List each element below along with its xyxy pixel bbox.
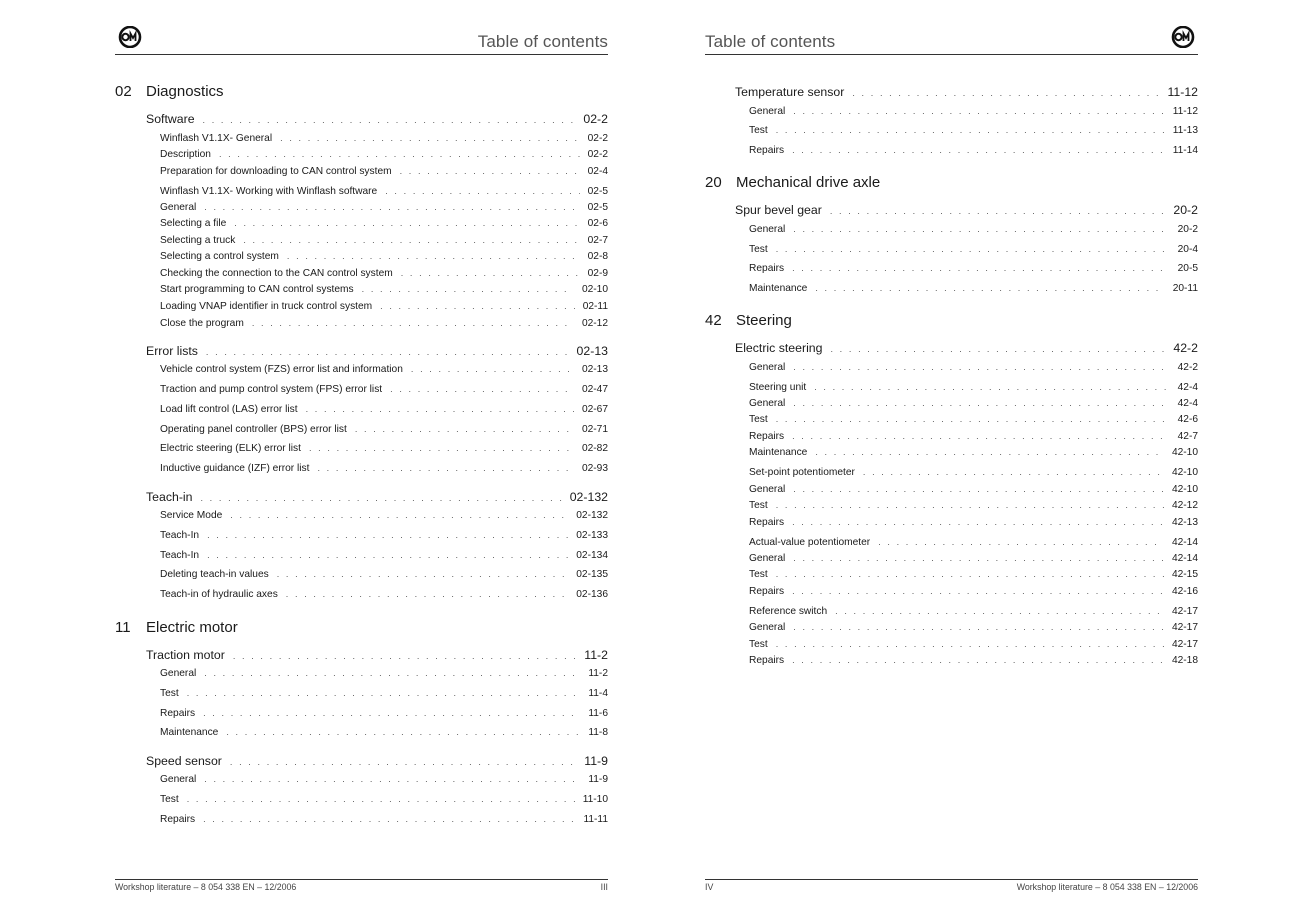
right-page (705, 0, 1198, 921)
toc-label: Deleting teach-in values (160, 569, 269, 580)
om-logo-icon (115, 26, 145, 48)
dot-leader (230, 757, 576, 767)
dot-leader (306, 404, 574, 414)
toc-entry[interactable] (160, 589, 608, 600)
dot-leader (309, 443, 574, 453)
dot-leader (234, 218, 579, 228)
toc-page: 02-4 (587, 166, 608, 177)
dot-leader (793, 106, 1164, 116)
toc-page: 42-14 (1171, 553, 1198, 564)
chapter-title: Steering (736, 312, 792, 329)
dot-leader (355, 424, 574, 434)
om-logo-icon (1168, 26, 1198, 48)
toc-label: Teach-In (160, 550, 200, 561)
toc-label: Teach-in (146, 490, 193, 504)
toc-page: 11-9 (584, 754, 608, 768)
dot-leader (776, 125, 1165, 135)
toc-page: 02-134 (576, 550, 608, 561)
toc-label: Close the program (160, 318, 244, 329)
toc-label: Winflash V1.1X- General (160, 133, 273, 144)
toc-entry[interactable] (160, 424, 608, 435)
chapter-heading[interactable] (705, 312, 792, 329)
dot-leader (280, 133, 579, 143)
toc-entry[interactable] (749, 125, 1198, 136)
toc-entry[interactable] (160, 510, 608, 521)
toc-label: General (749, 106, 786, 117)
toc-label: Electric steering (ELK) error list (160, 443, 301, 454)
toc-label: Maintenance (749, 283, 808, 294)
toc-page: 42-10 (1171, 484, 1198, 495)
page-footer (115, 879, 608, 892)
toc-page: 02-133 (576, 530, 608, 541)
dot-leader (200, 493, 561, 503)
dot-leader (287, 251, 580, 261)
toc-label: Repairs (749, 655, 785, 666)
toc-entry[interactable] (749, 145, 1198, 156)
toc-page: 11-4 (588, 688, 608, 699)
chapter-heading[interactable] (115, 83, 224, 100)
toc-page: 02-82 (581, 443, 608, 454)
dot-leader (814, 382, 1169, 392)
toc-label: Set-point potentiometer (749, 467, 855, 478)
toc-entry[interactable] (160, 404, 608, 415)
toc-page: 02-7 (587, 235, 608, 246)
toc-entry[interactable] (160, 251, 608, 262)
toc-entry[interactable] (160, 569, 608, 580)
toc-section[interactable] (735, 85, 1198, 99)
dot-leader (792, 263, 1170, 273)
toc-label: General (749, 224, 786, 235)
dot-leader (286, 589, 568, 599)
toc-entry[interactable] (749, 244, 1198, 255)
toc-label: Spur bevel gear (735, 203, 822, 217)
toc-label: Reference switch (749, 606, 828, 617)
toc-label: Maintenance (160, 727, 219, 738)
toc-label: Test (749, 569, 768, 580)
toc-label: Actual-value potentiometer (749, 537, 871, 548)
toc-page: 20-2 (1177, 224, 1198, 235)
toc-label: General (749, 622, 786, 633)
toc-page: 02-132 (569, 490, 608, 504)
toc-page: 20-2 (1173, 203, 1198, 217)
toc-section[interactable] (146, 490, 608, 504)
toc-page: 11-13 (1172, 125, 1198, 136)
toc-entry[interactable] (749, 517, 1198, 528)
toc-entry[interactable] (749, 414, 1198, 425)
toc-entry[interactable] (160, 364, 608, 375)
toc-entry[interactable] (160, 268, 608, 279)
dot-leader (776, 569, 1164, 579)
dot-leader (793, 398, 1169, 408)
dot-leader (204, 202, 579, 212)
toc-entry[interactable] (749, 655, 1198, 666)
toc-entry[interactable] (160, 384, 608, 395)
toc-page: 02-13 (576, 344, 608, 358)
toc-entry[interactable] (749, 537, 1198, 548)
toc-label: Repairs (749, 263, 785, 274)
toc-label: Inductive guidance (IZF) error list (160, 463, 310, 474)
toc-label: Winflash V1.1X- Working with Winflash software (160, 186, 378, 197)
chapter-heading[interactable] (705, 174, 880, 191)
dot-leader (852, 88, 1159, 98)
toc-entry[interactable] (160, 463, 608, 474)
toc-label: Repairs (749, 431, 785, 442)
toc-label: Loading VNAP identifier in truck control system (160, 301, 373, 312)
dot-leader (380, 301, 575, 311)
dot-leader (204, 774, 580, 784)
dot-leader (815, 447, 1164, 457)
toc-page: 11-10 (582, 794, 608, 805)
toc-page: 42-12 (1171, 500, 1198, 511)
dot-leader (792, 655, 1164, 665)
toc-page: 42-17 (1171, 639, 1198, 650)
left-page (115, 0, 608, 921)
dot-leader (835, 606, 1164, 616)
dot-leader (233, 651, 576, 661)
toc-entry[interactable] (749, 106, 1198, 117)
toc-entry[interactable] (160, 166, 608, 177)
toc-label: Repairs (749, 517, 785, 528)
page-footer (705, 879, 1198, 892)
toc-entry[interactable] (749, 447, 1198, 458)
dot-leader (362, 284, 574, 294)
toc-page: 02-136 (576, 589, 608, 600)
toc-page: 20-11 (1172, 283, 1198, 294)
toc-page: 42-10 (1171, 447, 1198, 458)
toc-page: 02-5 (587, 202, 608, 213)
toc-page: 42-2 (1177, 362, 1198, 373)
dot-leader (317, 463, 573, 473)
toc-page: 02-8 (587, 251, 608, 262)
toc-page: 02-2 (587, 133, 608, 144)
toc-label: Selecting a truck (160, 235, 236, 246)
toc-entry[interactable] (749, 362, 1198, 373)
dot-leader (878, 537, 1164, 547)
toc-label: Error lists (146, 344, 198, 358)
toc-label: Repairs (749, 145, 785, 156)
toc-label: Repairs (749, 586, 785, 597)
toc-section[interactable] (146, 754, 608, 768)
toc-page: 42-17 (1171, 606, 1198, 617)
toc-page: 02-11 (582, 301, 608, 312)
dot-leader (793, 362, 1169, 372)
toc-page: 02-132 (576, 510, 608, 521)
chapter-heading[interactable] (115, 619, 238, 636)
toc-page: 11-12 (1167, 85, 1198, 99)
toc-page: 20-4 (1177, 244, 1198, 255)
dot-leader (203, 814, 575, 824)
dot-leader (793, 484, 1164, 494)
dot-leader (863, 467, 1164, 477)
toc-entry[interactable] (160, 727, 608, 738)
toc-entry[interactable] (749, 431, 1198, 442)
toc-label: General (160, 774, 197, 785)
dot-leader (230, 510, 568, 520)
toc-entry[interactable] (160, 218, 608, 229)
dot-leader (207, 530, 568, 540)
toc-entry[interactable] (749, 398, 1198, 409)
toc-label: General (749, 398, 786, 409)
toc-entry[interactable] (160, 550, 608, 561)
dot-leader (226, 727, 580, 737)
toc-label: Test (160, 794, 179, 805)
toc-entry[interactable] (160, 708, 608, 719)
toc-label: Test (749, 414, 768, 425)
dot-leader (792, 431, 1170, 441)
toc-page: 42-13 (1171, 517, 1198, 528)
toc-page: 11-2 (584, 648, 608, 662)
toc-entry[interactable] (160, 318, 608, 329)
toc-entry[interactable] (749, 283, 1198, 294)
toc-label: Operating panel controller (BPS) error list (160, 424, 347, 435)
toc-label: Traction and pump control system (FPS) error list (160, 384, 383, 395)
dot-leader (206, 347, 569, 357)
toc-entry[interactable] (160, 774, 608, 785)
toc-page: 11-11 (583, 814, 608, 825)
toc-entry[interactable] (160, 149, 608, 160)
toc-label: Description (160, 149, 211, 160)
toc-label: Test (749, 500, 768, 511)
toc-label: General (160, 668, 197, 679)
page-header (705, 26, 1198, 55)
dot-leader (187, 794, 575, 804)
toc-label: Repairs (160, 708, 196, 719)
dot-leader (793, 553, 1164, 563)
toc-page: 42-10 (1171, 467, 1198, 478)
toc-label: Steering unit (749, 382, 807, 393)
footer-text: Workshop literature – 8 054 338 EN – 12/2006 (115, 882, 297, 892)
toc-label: Maintenance (749, 447, 808, 458)
toc-section[interactable] (146, 344, 608, 358)
page-header (115, 26, 608, 55)
toc-page: 42-6 (1177, 414, 1198, 425)
toc-label: Load lift control (LAS) error list (160, 404, 298, 415)
dot-leader (776, 414, 1170, 424)
toc-page: 20-5 (1177, 263, 1198, 274)
toc-entry[interactable] (749, 467, 1198, 478)
toc-label: Traction motor (146, 648, 225, 662)
toc-section[interactable] (146, 112, 608, 126)
toc-entry[interactable] (160, 688, 608, 699)
toc-section[interactable] (146, 648, 608, 662)
dot-leader (390, 384, 574, 394)
chapter-number: 11 (115, 619, 131, 636)
toc-entry[interactable] (749, 263, 1198, 274)
dot-leader (203, 115, 576, 125)
toc-entry[interactable] (749, 553, 1198, 564)
toc-page: 42-17 (1171, 622, 1198, 633)
toc-entry[interactable] (749, 382, 1198, 393)
toc-entry[interactable] (160, 186, 608, 197)
toc-page: 11-12 (1172, 106, 1198, 117)
dot-leader (776, 244, 1170, 254)
toc-label: Software (146, 112, 195, 126)
toc-label: Test (160, 688, 179, 699)
dot-leader (243, 235, 579, 245)
footer-text: Workshop literature – 8 054 338 EN – 12/2006 (1016, 882, 1198, 892)
toc-label: Teach-In (160, 530, 200, 541)
dot-leader (792, 517, 1164, 527)
toc-entry[interactable] (160, 814, 608, 825)
dot-leader (776, 639, 1164, 649)
page-number: IV (705, 882, 714, 892)
toc-page: 42-15 (1171, 569, 1198, 580)
dot-leader (793, 622, 1164, 632)
toc-label: Repairs (160, 814, 196, 825)
page-number: III (600, 882, 608, 892)
toc-page: 11-8 (588, 727, 608, 738)
dot-leader (793, 224, 1169, 234)
toc-label: General (749, 484, 786, 495)
toc-page: 11-2 (588, 668, 608, 679)
toc-page: 42-2 (1173, 341, 1198, 355)
toc-entry[interactable] (160, 202, 608, 213)
toc-label: Start programming to CAN control systems (160, 284, 354, 295)
dot-leader (219, 149, 580, 159)
chapter-title: Mechanical drive axle (736, 174, 881, 191)
toc-page: 11-9 (588, 774, 608, 785)
toc-page: 42-4 (1177, 382, 1198, 393)
toc-entry[interactable] (160, 235, 608, 246)
toc-entry[interactable] (160, 794, 608, 805)
toc-page: 02-71 (581, 424, 608, 435)
toc-label: Electric steering (735, 341, 823, 355)
toc-page: 02-10 (581, 284, 608, 295)
toc-entry[interactable] (160, 443, 608, 454)
toc-page: 02-135 (576, 569, 608, 580)
toc-page: 42-18 (1171, 655, 1198, 666)
toc-entry[interactable] (749, 484, 1198, 495)
toc-label: Test (749, 639, 768, 650)
toc-page: 42-7 (1177, 431, 1198, 442)
page-title: Table of contents (705, 32, 836, 51)
toc-entry[interactable] (749, 639, 1198, 650)
toc-label: Test (749, 125, 768, 136)
chapter-title: Diagnostics (146, 83, 224, 100)
toc-label: Temperature sensor (735, 85, 845, 99)
dot-leader (203, 708, 580, 718)
toc-entry[interactable] (160, 133, 608, 144)
dot-leader (792, 586, 1164, 596)
toc-label: General (160, 202, 197, 213)
toc-page: 02-9 (587, 268, 608, 279)
dot-leader (385, 186, 579, 196)
toc-label: Service Mode (160, 510, 223, 521)
toc-entry[interactable] (749, 606, 1198, 617)
dot-leader (792, 145, 1165, 155)
toc-label: General (749, 362, 786, 373)
toc-page: 11-14 (1172, 145, 1198, 156)
dot-leader (830, 206, 1166, 216)
toc-label: General (749, 553, 786, 564)
toc-page: 42-4 (1177, 398, 1198, 409)
toc-entry[interactable] (160, 530, 608, 541)
toc-page: 02-47 (581, 384, 608, 395)
toc-label: Test (749, 244, 768, 255)
dot-leader (277, 569, 569, 579)
dot-leader (207, 550, 568, 560)
toc-page: 02-2 (587, 149, 608, 160)
chapter-number: 02 (115, 83, 132, 100)
toc-page: 02-6 (587, 218, 608, 229)
dot-leader (411, 364, 574, 374)
toc-label: Selecting a control system (160, 251, 279, 262)
chapter-number: 20 (705, 174, 722, 191)
dot-leader (400, 166, 580, 176)
chapter-number: 42 (705, 312, 722, 329)
toc-page: 02-67 (581, 404, 608, 415)
dot-leader (204, 668, 580, 678)
toc-page: 02-2 (583, 112, 608, 126)
toc-label: Checking the connection to the CAN control system (160, 268, 393, 279)
chapter-title: Electric motor (146, 619, 238, 636)
toc-section[interactable] (735, 203, 1198, 217)
toc-label: Selecting a file (160, 218, 227, 229)
toc-page: 42-16 (1171, 586, 1198, 597)
toc-page: 02-5 (587, 186, 608, 197)
toc-entry[interactable] (749, 569, 1198, 580)
toc-entry[interactable] (160, 301, 608, 312)
dot-leader (776, 500, 1164, 510)
toc-entry[interactable] (749, 224, 1198, 235)
dot-leader (401, 268, 580, 278)
toc-label: Teach-in of hydraulic axes (160, 589, 278, 600)
toc-page: 42-14 (1171, 537, 1198, 548)
toc-page: 02-13 (581, 364, 608, 375)
dot-leader (252, 318, 574, 328)
toc-entry[interactable] (749, 622, 1198, 633)
page-title: Table of contents (477, 32, 608, 51)
toc-label: Speed sensor (146, 754, 222, 768)
toc-page: 02-93 (581, 463, 608, 474)
toc-page: 02-12 (581, 318, 608, 329)
toc-label: Vehicle control system (FZS) error list and information (160, 364, 403, 375)
toc-entry[interactable] (749, 500, 1198, 511)
toc-label: Preparation for downloading to CAN control system (160, 166, 392, 177)
toc-entry[interactable] (160, 284, 608, 295)
toc-section[interactable] (735, 341, 1198, 355)
dot-leader (187, 688, 581, 698)
toc-entry[interactable] (749, 586, 1198, 597)
toc-page: 11-6 (588, 708, 608, 719)
dot-leader (815, 283, 1164, 293)
dot-leader (830, 344, 1165, 354)
toc-entry[interactable] (160, 668, 608, 679)
